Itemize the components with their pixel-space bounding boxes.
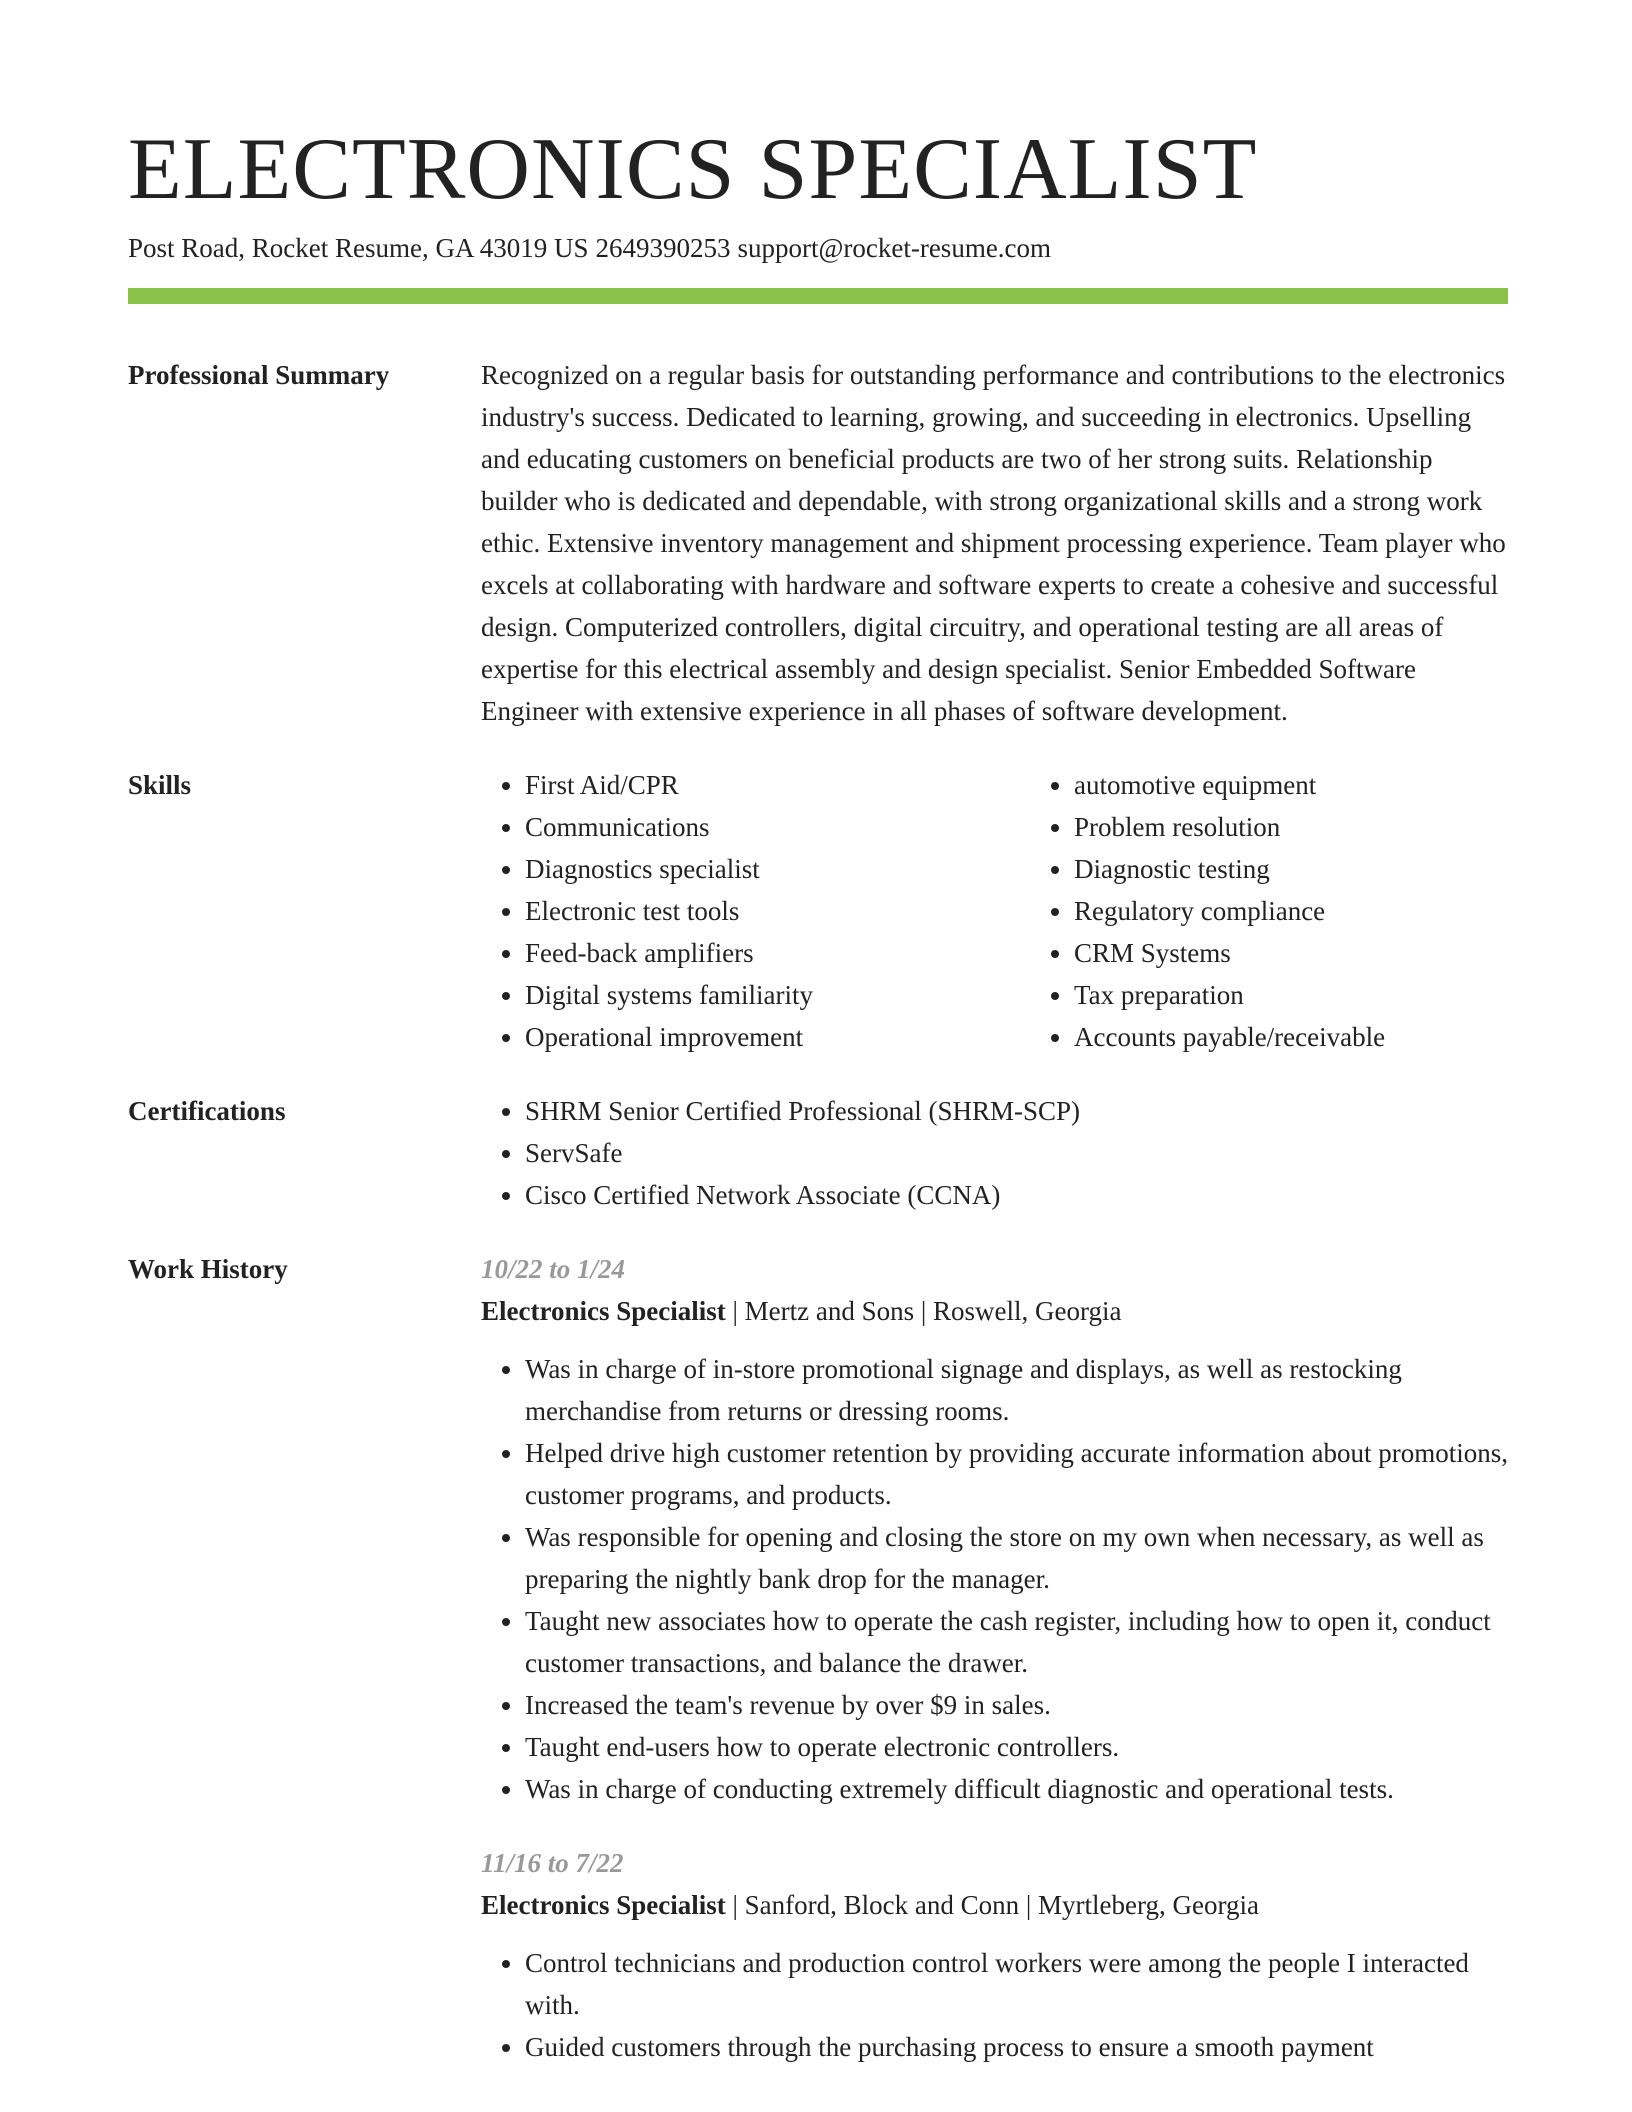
job-heading <box>481 1884 1508 1926</box>
job-bullet: • Increased the team's revenue by over $9 in sales. <box>525 1684 1508 1726</box>
skill-item: • Diagnostic testing <box>1074 848 1579 890</box>
resume-title: ELECTRONICS SPECIALIST <box>128 121 1258 218</box>
skill-item: • First Aid/CPR <box>525 764 1030 806</box>
certifications-section <box>128 1090 1508 1216</box>
resume-page <box>128 118 1508 2068</box>
certifications-list <box>481 1090 1508 1216</box>
job-entry <box>481 1842 1508 2068</box>
section-body <box>481 1248 1508 2068</box>
job-bullets <box>481 1942 1508 2068</box>
job-dates: 10/22 to 1/24 <box>481 1254 626 1284</box>
skill-item: • Problem resolution <box>1074 806 1579 848</box>
skill-item: • Regulatory compliance <box>1074 890 1579 932</box>
section-label: Skills <box>128 770 192 800</box>
section-body <box>481 354 1508 732</box>
contact-line <box>128 230 1508 266</box>
job-title: Electronics Specialist <box>481 1296 726 1326</box>
job-heading <box>481 1290 1508 1332</box>
skills-column-1 <box>481 764 1030 1058</box>
certification-item: • ServSafe <box>525 1132 1508 1174</box>
job-bullet: • Was in charge of conducting extremely difficult diagnostic and operational tests. <box>525 1768 1508 1810</box>
job-title: Electronics Specialist <box>481 1890 726 1920</box>
skills-column-2 <box>1030 764 1579 1058</box>
job-bullet: • Was responsible for opening and closing the store on my own when necessary, as well as preparing the nightly bank drop for the manager. <box>525 1516 1508 1600</box>
section-body <box>481 1090 1508 1216</box>
section-label: Certifications <box>128 1096 286 1126</box>
job-dates: 11/16 to 7/22 <box>481 1848 624 1878</box>
job-location: Roswell, Georgia <box>933 1296 1122 1326</box>
work-history-section <box>128 1248 1508 2068</box>
skill-item: • Communications <box>525 806 1030 848</box>
job-separator: | <box>1019 1890 1039 1920</box>
contact-email[interactable]: support@rocket-resume.com <box>737 233 1052 263</box>
skill-item: • Operational improvement <box>525 1016 1030 1058</box>
job-separator: | <box>725 1890 745 1920</box>
header-divider <box>128 288 1508 304</box>
section-label: Work History <box>128 1254 288 1284</box>
job-company: Mertz and Sons <box>744 1296 915 1326</box>
job-separator: | <box>914 1296 934 1326</box>
section-body <box>481 764 1579 1058</box>
contact-phone: 2649390253 <box>595 233 731 263</box>
skill-item: • Digital systems familiarity <box>525 974 1030 1016</box>
job-bullet: • Helped drive high customer retention by providing accurate information about promotions, customer programs, and products. <box>525 1432 1508 1516</box>
job-bullet: • Guided customers through the purchasing process to ensure a smooth payment <box>525 2026 1508 2068</box>
certification-item: • Cisco Certified Network Associate (CCNA) <box>525 1174 1508 1216</box>
summary-text: Recognized on a regular basis for outstanding performance and contributions to the electronics industry's success. Dedicated to learning, growing, and succeeding in electronics. Upselling and educating customers on beneficial products are two of her strong suits. Relationship builder who is dedicated and dependable, with strong organizational skills and a strong work ethic. Extensive inventory management and shipment processing experience. Team player who excels at collaborating with hardware and software experts to create a cohesive and successful design. Computerized controllers, digital circuitry, and operational testing are all areas of expertise for this electrical assembly and design specialist. Senior Embedded Software Engineer with extensive experience in all phases of software development. <box>481 360 1506 726</box>
job-bullet: • Control technicians and production control workers were among the people I interacted with. <box>525 1942 1508 2026</box>
skills-grid <box>481 764 1579 1058</box>
skill-item: • Accounts payable/receivable <box>1074 1016 1579 1058</box>
section-label: Professional Summary <box>128 360 390 390</box>
skills-section <box>128 764 1508 1058</box>
job-bullet: • Taught new associates how to operate the cash register, including how to open it, conduct customer transactions, and balance the drawer. <box>525 1600 1508 1684</box>
certification-item: • SHRM Senior Certified Professional (SHRM-SCP) <box>525 1090 1508 1132</box>
job-bullets <box>481 1348 1508 1810</box>
job-entry <box>481 1248 1508 1810</box>
professional-summary-section <box>128 354 1508 732</box>
job-bullet: • Taught end-users how to operate electronic controllers. <box>525 1726 1508 1768</box>
job-location: Myrtleberg, Georgia <box>1038 1890 1259 1920</box>
skill-item: • Tax preparation <box>1074 974 1579 1016</box>
skill-item: • Electronic test tools <box>525 890 1030 932</box>
skill-item: • Diagnostics specialist <box>525 848 1030 890</box>
job-bullet: • Was in charge of in-store promotional signage and displays, as well as restocking merchandise from returns or dressing rooms. <box>525 1348 1508 1432</box>
job-company: Sanford, Block and Conn <box>744 1890 1020 1920</box>
skill-item: • automotive equipment <box>1074 764 1579 806</box>
job-separator: | <box>725 1296 745 1326</box>
skill-item: • Feed-back amplifiers <box>525 932 1030 974</box>
skill-item: • CRM Systems <box>1074 932 1579 974</box>
contact-address: Post Road, Rocket Resume, GA 43019 US <box>128 233 589 263</box>
